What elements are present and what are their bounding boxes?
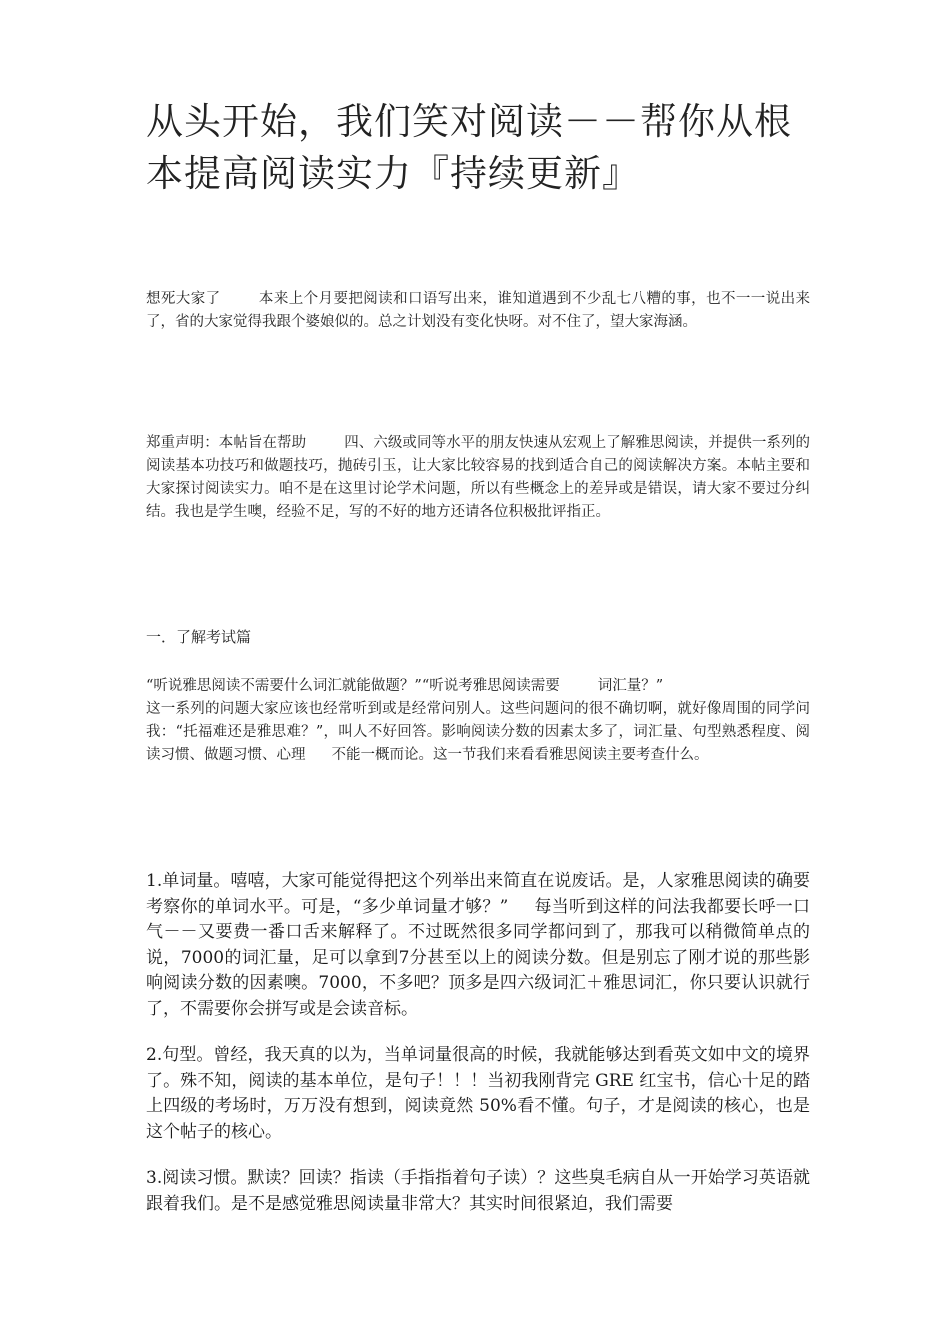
section-intro-q1: “听说雅思阅读不需要什么词汇就能做题？”“听说考雅思阅读需要 (146, 678, 560, 694)
notice-paragraph (146, 432, 810, 524)
notice-lead: 郑重声明：本帖旨在帮助 (146, 435, 307, 451)
item-text: 2.句型。曾经，我天真的以为，当单词量很高的时候，我就能够达到看英文如中文的境界了。殊不知，阅读的基本单位，是句子！！！当初我刚背完 GRE 红宝书，信心十足的踏上四级的考场时，万万没有想到，阅读竟然 50%看不懂。句子，才是阅读的核心，也是这个帖子的核心。 (146, 1045, 810, 1142)
section-intro-mid: 这一系列的问题大家应该也经常听到或是经常问别人。这些问题问的很不确切啊，就好像周围的同学问我：“托福难还是雅思难？”，叫人不好回答。影响阅读分数的因素太多了，词汇量、句型熟悉程度、阅读习惯、做题习惯、心理 (146, 701, 810, 763)
page-title: 从头开始，我们笑对阅读－－帮你从根本提高阅读实力『持续更新』 (146, 100, 792, 195)
section-intro-q2: 词汇量？” (597, 678, 664, 694)
list-item-reading-habit (146, 1166, 810, 1217)
item-text: 1.单词量。嘻嘻，大家可能觉得把这个列举出来简直在说废话。是，人家雅思阅读的确要考察你的单词水平。可是，“多少单词量才够？” (146, 871, 810, 917)
section-intro-paragraph (146, 675, 810, 767)
section-heading: 一．了解考试篇 (146, 628, 252, 646)
intro-text: 本来上个月要把阅读和口语写出来，谁知道遇到不少乱七八糟的事，也不一一说出来了，省的大家觉得我跟个婆娘似的。总之计划没有变化快呀。对不住了，望大家海涵。 (146, 291, 811, 330)
notice-text: 四、六级或同等水平的朋友快速从宏观上了解雅思阅读，并提供一系列的阅读基本功技巧和做题技巧，抛砖引玉，让大家比较容易的找到适合自己的阅读解决方案。本帖主要和大家探讨阅读实力。咱不是在这里讨论学术问题，所以有些概念上的差异或是错误，请大家不要过分纠结。我也是学生噢，经验不足，写的不好的地方还请各位积极批评指正。 (146, 435, 810, 520)
intro-paragraph (146, 288, 810, 334)
item-text-continued: 每当听到这样的问法我都要长呼一口气－－又要费一番口舌来解释了。不过既然很多同学都问到了，那我可以稍微简单点的说，7000的词汇量，足可以拿到7分甚至以上的阅读分数。但是别忘了刚才说的那些影响阅读分数的因素噢。7000，不多吧？顶多是四六级词汇＋雅思词汇，你只要认识就行了，不需要你会拼写或是会读音标。 (146, 896, 811, 1019)
list-item-sentence (146, 1043, 810, 1145)
intro-lead: 想死大家了 (146, 291, 221, 307)
list-item-vocabulary (146, 869, 810, 1022)
item-text: 3.阅读习惯。默读？回读？指读（手指指着句子读）？这些臭毛病自从一开始学习英语就跟着我们。是不是感觉雅思阅读量非常大？其实时间很紧迫，我们需要 (146, 1168, 810, 1214)
section-intro-tail: 不能一概而论。这一节我们来看看雅思阅读主要考查什么。 (331, 747, 709, 763)
